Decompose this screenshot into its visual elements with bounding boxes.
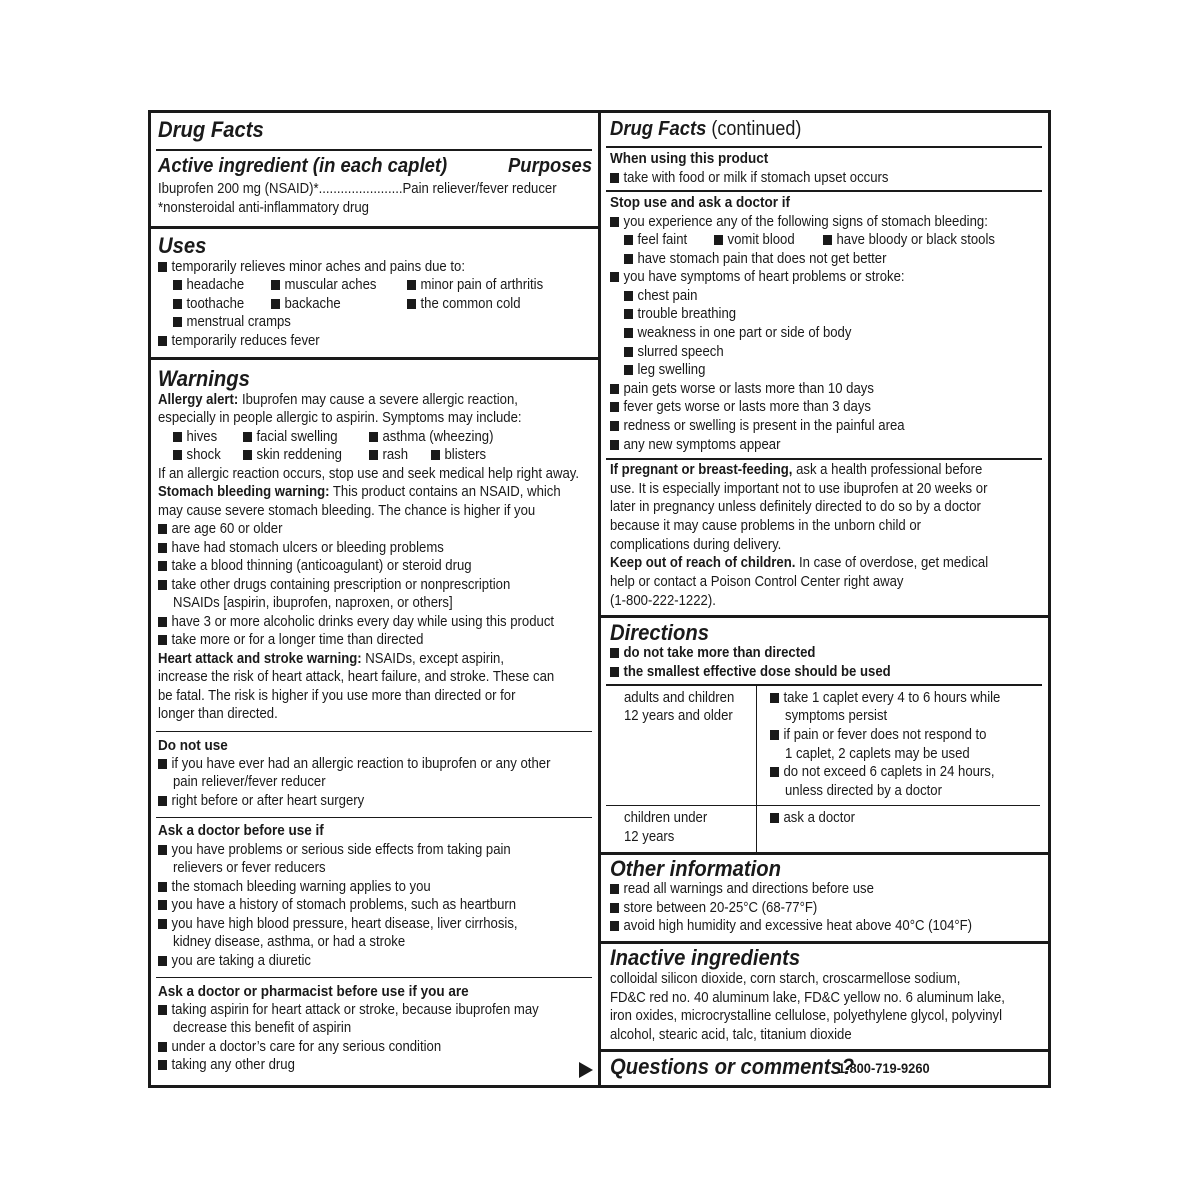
stop-use-subitem: vomit blood — [714, 231, 795, 250]
pregnant-line-4: because it may cause problems in the unborn child or — [610, 518, 922, 534]
bullet-icon — [770, 693, 779, 703]
bullet-icon — [158, 1005, 167, 1015]
directions-bold-line: the smallest effective dose should be used — [610, 663, 891, 682]
questions-label: Questions or comments? — [610, 1054, 855, 1079]
adult-dose-continued: unless directed by a doctor — [785, 783, 942, 799]
stop-use-item: you have symptoms of heart problems or stroke: — [610, 268, 905, 287]
bullet-icon — [173, 317, 182, 327]
stomach-item: have had stomach ulcers or bleeding problems — [158, 539, 444, 558]
symptom: skin reddening — [243, 446, 342, 465]
do-not-use-heading: Do not use — [158, 737, 228, 754]
bullet-icon — [610, 921, 619, 931]
bullet-icon — [624, 347, 633, 357]
use-item: backache — [271, 295, 341, 314]
stomach-warning-line-1: Stomach bleeding warning: This product contains an NSAID, which — [158, 484, 561, 500]
bullet-icon — [624, 309, 633, 319]
bullet-icon — [610, 272, 619, 282]
divider — [606, 190, 1042, 192]
bullet-icon — [243, 450, 252, 460]
do-not-use-item: if you have ever had an allergic reaction to ibuprofen or any other — [158, 755, 550, 774]
stop-use-subitem: chest pain — [624, 287, 697, 306]
bullet-icon — [158, 796, 167, 806]
bullet-icon — [158, 919, 167, 929]
stomach-item: take a blood thinning (anticoagulant) or steroid drug — [158, 557, 472, 576]
ask-pharmacist-heading: Ask a doctor or pharmacist before use if you are — [158, 983, 469, 1000]
stomach-item-continued: NSAIDs [aspirin, ibuprofen, naproxen, or others] — [173, 595, 453, 611]
pregnant-line-1: If pregnant or breast-feeding, ask a health professional before — [610, 462, 983, 478]
inactive-ingredients-line: iron oxides, microcrystalline cellulose, polyethylene glycol, polyvinyl — [610, 1008, 1003, 1024]
stop-use-item: any new symptoms appear — [610, 436, 780, 455]
bullet-icon — [158, 1042, 167, 1052]
bullet-icon — [173, 450, 182, 460]
use-item: muscular aches — [271, 276, 376, 295]
bullet-icon — [624, 328, 633, 338]
divider — [156, 731, 592, 732]
bullet-icon — [158, 759, 167, 769]
ask-doctor-item: you have problems or serious side effects from taking pain — [158, 841, 511, 860]
other-info-item: read all warnings and directions before use — [610, 880, 874, 899]
bullet-icon — [823, 235, 832, 245]
bullet-icon — [271, 299, 280, 309]
bullet-icon — [431, 450, 440, 460]
divider — [156, 817, 592, 818]
ask-doctor-item: you have a history of stomach problems, such as heartburn — [158, 896, 516, 915]
divider — [156, 149, 592, 151]
bullet-icon — [610, 217, 619, 227]
bullet-icon — [158, 561, 167, 571]
inactive-ingredients-heading: Inactive ingredients — [610, 945, 801, 970]
ask-pharmacist-item: under a doctor’s care for any serious condition — [158, 1038, 441, 1057]
bullet-icon — [158, 543, 167, 553]
divider — [156, 977, 592, 978]
directions-heading: Directions — [610, 620, 710, 645]
bullet-icon — [158, 1060, 167, 1070]
ask-doctor-item: the stomach bleeding warning applies to you — [158, 878, 431, 897]
heart-warning-line-1: Heart attack and stroke warning: NSAIDs, except aspirin, — [158, 651, 505, 667]
inactive-ingredients-line: colloidal silicon dioxide, corn starch, croscarmellose sodium, — [610, 971, 961, 987]
pregnant-line-2: use. It is especially important not to use ibuprofen at 20 weeks or — [610, 481, 988, 497]
table-row-rule — [606, 805, 1040, 806]
stop-use-heading: Stop use and ask a doctor if — [610, 194, 791, 211]
symptom: shock — [173, 446, 221, 465]
use-fever: temporarily reduces fever — [158, 332, 320, 351]
poison-control-phone: (1-800-222-1222). — [610, 593, 716, 609]
symptom: rash — [369, 446, 408, 465]
uses-heading: Uses — [158, 233, 207, 258]
adult-dose-item: take 1 caplet every 4 to 6 hours while — [770, 689, 1000, 708]
other-info-item: store between 20-25°C (68-77°F) — [610, 899, 817, 918]
stop-use-item: you experience any of the following signs of stomach bleeding: — [610, 213, 988, 232]
use-item: minor pain of arthritis — [407, 276, 543, 295]
drug-facts-title: Drug Facts — [158, 117, 264, 142]
do-not-use-item-continued: pain reliever/fever reducer — [173, 774, 326, 790]
bullet-icon — [624, 235, 633, 245]
stop-use-subitem: leg swelling — [624, 361, 705, 380]
children-age-line-2: 12 years — [624, 829, 675, 845]
bullet-icon — [173, 299, 182, 309]
heart-warning-line-2: increase the risk of heart attack, heart failure, and stroke. These can — [158, 669, 555, 685]
allergic-reaction-line: If an allergic reaction occurs, stop use and seek medical help right away. — [158, 466, 580, 482]
use-item: menstrual cramps — [173, 313, 291, 332]
stop-use-item: redness or swelling is present in the painful area — [610, 417, 905, 436]
bullet-icon — [610, 884, 619, 894]
bullet-icon — [158, 956, 167, 966]
stomach-item: are age 60 or older — [158, 520, 282, 539]
when-using-item: take with food or milk if stomach upset occurs — [610, 169, 888, 188]
bullet-icon — [407, 299, 416, 309]
keep-out-line-1: Keep out of reach of children. In case of overdose, get medical — [610, 555, 989, 571]
bullet-icon — [158, 900, 167, 910]
bullet-icon — [714, 235, 723, 245]
ask-doctor-item-continued: relievers or fever reducers — [173, 860, 326, 876]
ask-pharmacist-item: taking aspirin for heart attack or stroke, because ibuprofen may — [158, 1001, 539, 1020]
warnings-heading: Warnings — [158, 366, 250, 391]
do-not-use-item: right before or after heart surgery — [158, 792, 364, 811]
stomach-warning-line-2: may cause severe stomach bleeding. The chance is higher if you — [158, 503, 536, 519]
table-column-divider — [756, 686, 757, 853]
symptom: facial swelling — [243, 428, 338, 447]
bullet-icon — [770, 813, 779, 823]
use-item: the common cold — [407, 295, 521, 314]
bullet-icon — [610, 402, 619, 412]
adults-age-line-1: adults and children — [624, 690, 735, 706]
stomach-item: have 3 or more alcoholic drinks every day while using this product — [158, 613, 554, 632]
purposes-heading: Purposes — [508, 154, 593, 177]
bullet-icon — [158, 262, 167, 272]
nsaid-footnote: *nonsteroidal anti-inflammatory drug — [158, 200, 369, 216]
section-divider — [151, 226, 598, 229]
bullet-icon — [624, 291, 633, 301]
heart-warning-line-3: be fatal. The risk is higher if you use more than directed or for — [158, 688, 516, 704]
ask-doctor-item: you are taking a diuretic — [158, 952, 311, 971]
stomach-item: take more or for a longer time than directed — [158, 631, 423, 650]
section-divider — [601, 1049, 1048, 1052]
bullet-icon — [158, 524, 167, 534]
keep-out-line-2: help or contact a Poison Control Center right away — [610, 574, 904, 590]
adult-dose-continued: 1 caplet, 2 caplets may be used — [785, 746, 970, 762]
active-ingredient-heading: Active ingredient (in each caplet) — [158, 154, 448, 177]
stomach-item: take other drugs containing prescription or nonprescription — [158, 576, 510, 595]
inactive-ingredients-line: alcohol, stearic acid, talc, titanium dioxide — [610, 1027, 852, 1043]
bullet-icon — [610, 648, 619, 658]
stop-use-item: pain gets worse or lasts more than 10 days — [610, 380, 874, 399]
use-item: toothache — [173, 295, 244, 314]
bullet-icon — [624, 365, 633, 375]
bullet-icon — [243, 432, 252, 442]
bullet-icon — [158, 882, 167, 892]
pregnant-line-5: complications during delivery. — [610, 537, 782, 553]
bullet-icon — [158, 617, 167, 627]
stop-use-subitem: weakness in one part or side of body — [624, 324, 851, 343]
stop-use-subitem: have bloody or black stools — [823, 231, 995, 250]
section-divider — [601, 615, 1048, 618]
ask-doctor-item-continued: kidney disease, asthma, or had a stroke — [173, 934, 406, 950]
bullet-icon — [158, 580, 167, 590]
pregnant-line-3: later in pregnancy unless definitely directed to do so by a doctor — [610, 499, 981, 515]
bullet-icon — [369, 432, 378, 442]
bullet-icon — [610, 384, 619, 394]
symptom: blisters — [431, 446, 486, 465]
stop-use-subitem: trouble breathing — [624, 305, 736, 324]
adults-age-line-2: 12 years and older — [624, 708, 733, 724]
bullet-icon — [610, 173, 619, 183]
questions-phone: 1-800-719-9260 — [838, 1060, 930, 1076]
stop-use-subitem: slurred speech — [624, 343, 724, 362]
bullet-icon — [610, 421, 619, 431]
section-divider — [151, 357, 598, 360]
stop-use-subitem: feel faint — [624, 231, 687, 250]
bullet-icon — [610, 440, 619, 450]
bullet-icon — [173, 432, 182, 442]
children-dose-item: ask a doctor — [770, 809, 855, 828]
bullet-icon — [271, 280, 280, 290]
adult-dose-item: if pain or fever does not respond to — [770, 726, 986, 745]
adult-dose-continued: symptoms persist — [785, 708, 888, 724]
section-divider — [601, 852, 1048, 855]
bullet-icon — [158, 336, 167, 346]
ask-doctor-heading: Ask a doctor before use if — [158, 822, 324, 839]
bullet-icon — [624, 254, 633, 264]
bullet-icon — [407, 280, 416, 290]
adult-dose-item: do not exceed 6 caplets in 24 hours, — [770, 763, 995, 782]
directions-bold-line: do not take more than directed — [610, 644, 815, 663]
bullet-icon — [369, 450, 378, 460]
bullet-icon — [770, 730, 779, 740]
table-top-rule — [606, 684, 1042, 686]
ingredient-line: Ibuprofen 200 mg (NSAID)*.......................Pain reliever/fever reducer — [158, 181, 557, 197]
allergy-alert-line-2: especially in people allergic to aspirin. Symptoms may include: — [158, 410, 522, 426]
bullet-icon — [610, 667, 619, 677]
other-information-heading: Other information — [610, 856, 781, 881]
continue-arrow-icon — [579, 1062, 593, 1078]
symptom: hives — [173, 428, 217, 447]
inactive-ingredients-line: FD&C red no. 40 aluminum lake, FD&C yellow no. 6 aluminum lake, — [610, 990, 1005, 1006]
heart-warning-line-4: longer than directed. — [158, 706, 278, 722]
when-using-heading: When using this product — [610, 150, 769, 167]
allergy-alert-line-1: Allergy alert: Ibuprofen may cause a severe allergic reaction, — [158, 392, 518, 408]
bullet-icon — [770, 767, 779, 777]
divider — [606, 146, 1042, 148]
uses-intro: temporarily relieves minor aches and pains due to: — [158, 258, 465, 277]
children-age-line-1: children under — [624, 810, 708, 826]
stop-use-subitem: have stomach pain that does not get better — [624, 250, 886, 269]
section-divider — [601, 941, 1048, 944]
bullet-icon — [158, 845, 167, 855]
other-info-item: avoid high humidity and excessive heat above 40°C (104°F) — [610, 917, 972, 936]
ask-pharmacist-item: taking any other drug — [158, 1056, 295, 1075]
bullet-icon — [173, 280, 182, 290]
bullet-icon — [158, 635, 167, 645]
drug-facts-continued-title: Drug Facts (continued) — [610, 117, 802, 140]
ask-doctor-item: you have high blood pressure, heart disease, liver cirrhosis, — [158, 915, 518, 934]
divider — [606, 458, 1042, 460]
bullet-icon — [610, 903, 619, 913]
ask-pharmacist-item-continued: decrease this benefit of aspirin — [173, 1020, 352, 1036]
use-item: headache — [173, 276, 244, 295]
symptom: asthma (wheezing) — [369, 428, 493, 447]
stop-use-item: fever gets worse or lasts more than 3 days — [610, 398, 871, 417]
